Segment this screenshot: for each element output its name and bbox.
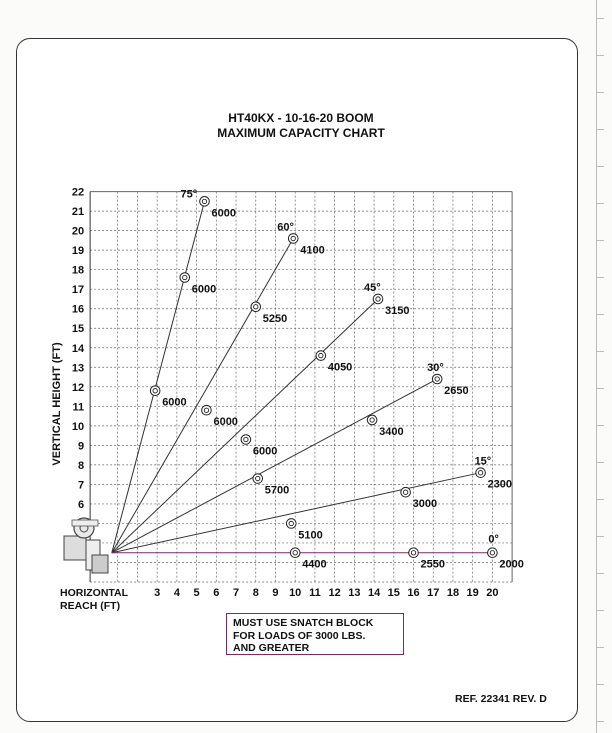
data-point	[316, 351, 326, 361]
capacity-label: 2300	[487, 478, 513, 491]
data-point	[150, 386, 160, 396]
x-tick-label: 18	[446, 587, 460, 599]
x-tick-label: 14	[367, 587, 381, 599]
x-tick-label: 20	[486, 587, 499, 599]
y-tick-label: 12	[71, 381, 85, 394]
x-tick-label: 9	[272, 587, 279, 599]
data-point	[409, 548, 419, 558]
chart-title: HT40KX - 10-16-20 BOOM	[228, 111, 374, 125]
page-edge-mark	[596, 92, 604, 93]
y-tick-label: 10	[71, 420, 85, 433]
capacity-label: 2650	[444, 384, 469, 397]
x-tick-label: 6	[213, 587, 220, 599]
page-edge-mark	[596, 166, 604, 167]
data-point	[286, 519, 296, 529]
boom-angle-label: 45°	[364, 281, 381, 294]
y-tick-label: 20	[71, 225, 85, 238]
x-tick-label: 19	[466, 587, 479, 599]
capacity-label: 3400	[379, 425, 404, 438]
x-tick-label: 15	[387, 587, 400, 599]
chart-subtitle: MAXIMUM CAPACITY CHART	[217, 126, 385, 140]
capacity-label: 4100	[300, 244, 325, 257]
chart-axes	[72, 187, 499, 599]
data-point	[180, 273, 190, 283]
capacity-label: 5100	[298, 529, 323, 542]
y-tick-label: 6	[77, 498, 85, 511]
y-tick-label: 17	[71, 284, 85, 297]
data-point	[401, 487, 411, 497]
page-edge-mark	[596, 351, 604, 352]
capacity-label: 2550	[420, 558, 446, 571]
page-edge-mark	[596, 203, 604, 204]
y-tick-label: 16	[71, 303, 85, 316]
page-edge-mark	[596, 647, 604, 648]
y-axis-label: VERTICAL HEIGHT (FT)	[51, 342, 63, 466]
data-point	[251, 302, 261, 312]
page-edge-mark	[596, 240, 604, 241]
x-tick-label: 5	[193, 587, 200, 599]
y-tick-label: 14	[71, 342, 85, 355]
capacity-label: 4400	[302, 558, 327, 571]
page-edge-mark	[596, 55, 604, 56]
capacity-label: 5250	[262, 312, 288, 325]
x-tick-label: 4	[173, 587, 180, 599]
x-tick-label: 13	[348, 587, 361, 599]
boom-angle-label: 75°	[180, 188, 198, 201]
y-tick-label: 18	[71, 264, 85, 277]
data-point	[432, 374, 442, 384]
data-point	[241, 435, 251, 445]
capacity-label: 6000	[191, 283, 217, 296]
y-tick-label: 11	[72, 401, 85, 414]
x-tick-label: 16	[407, 587, 420, 599]
x-tick-label: 17	[427, 587, 440, 599]
capacity-label: 6000	[252, 445, 278, 458]
page-edge-mark	[596, 610, 604, 611]
reference-number: REF. 22341 REV. D	[455, 693, 547, 705]
boom-line-75deg	[112, 201, 205, 552]
data-point	[488, 548, 498, 558]
data-point	[367, 415, 377, 425]
capacity-label: 3000	[412, 498, 438, 511]
y-tick-label: 8	[77, 459, 85, 472]
capacity-label: 5700	[264, 484, 290, 497]
x-tick-label: 10	[289, 587, 302, 599]
page-edge-mark	[596, 425, 604, 426]
data-point	[253, 474, 263, 484]
boom-angle-label: 30°	[427, 361, 444, 374]
capacity-label: 2000	[499, 558, 524, 571]
boom-line-30deg	[112, 379, 437, 553]
y-tick-label: 13	[71, 362, 85, 375]
page-edge-mark	[596, 388, 604, 389]
page-edge-mark	[596, 18, 604, 19]
page-edge-mark	[596, 721, 604, 722]
page-edge-mark	[596, 462, 604, 463]
capacity-label: 6000	[213, 416, 238, 429]
data-point	[290, 548, 300, 558]
page-edge-mark	[596, 129, 604, 130]
page-edge-mark	[596, 573, 604, 574]
y-tick-label: 9	[77, 440, 85, 453]
page-edge-mark	[596, 277, 604, 278]
x-tick-label: 7	[232, 587, 240, 599]
page-edge-mark	[596, 499, 604, 500]
boom-angle-label: 15°	[474, 455, 492, 468]
x-axis-label-line1: HORIZONTAL	[60, 587, 129, 599]
x-tick-label: 11	[309, 587, 321, 599]
page-edge-mark	[596, 684, 604, 685]
capacity-label: 6000	[211, 207, 236, 220]
x-tick-label: 12	[328, 587, 341, 599]
capacity-label: 6000	[162, 396, 187, 409]
y-tick-label: 15	[71, 323, 85, 336]
page-edge-mark	[596, 314, 604, 315]
capacity-label: 3150	[385, 304, 410, 317]
y-tick-label: 19	[71, 245, 85, 258]
y-tick-label: 7	[77, 479, 85, 492]
chart-series	[112, 188, 524, 570]
x-axis-label-line2: REACH (FT)	[60, 600, 121, 612]
data-point	[288, 234, 298, 244]
y-tick-label: 21	[71, 206, 85, 219]
x-tick-label: 8	[252, 587, 259, 599]
data-point	[476, 468, 486, 478]
boom-truck-icon	[64, 518, 108, 573]
x-tick-label: 3	[154, 587, 161, 599]
boom-angle-label: 0°	[488, 533, 499, 546]
data-point	[202, 405, 212, 415]
data-point	[200, 197, 210, 207]
capacity-label: 4050	[327, 361, 353, 374]
data-point	[373, 294, 383, 304]
y-tick-label: 22	[71, 186, 85, 199]
snatch-block-note: MUST USE SNATCH BLOCK FOR LOADS OF 3000 LBS. AND GREATER	[226, 613, 404, 655]
page-edge-mark	[596, 536, 604, 537]
boom-angle-label: 60°	[277, 221, 294, 234]
